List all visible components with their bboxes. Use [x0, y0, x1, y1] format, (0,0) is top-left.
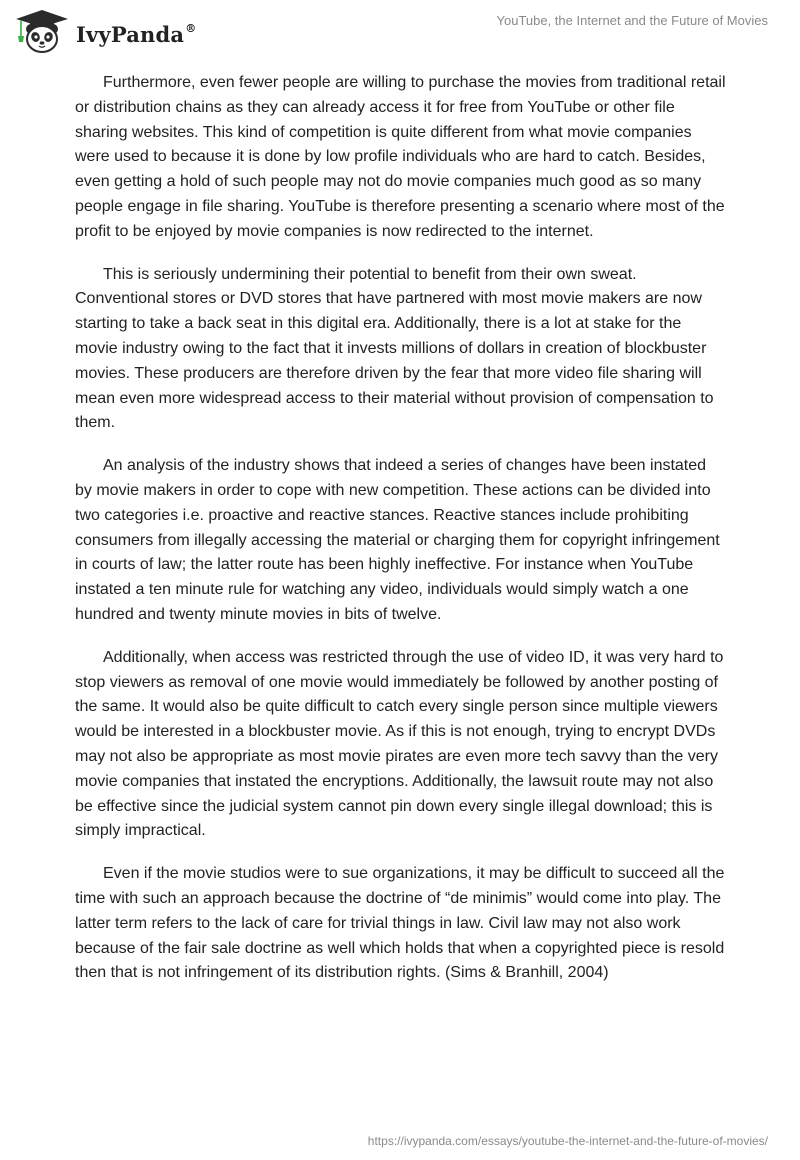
paragraph: Even if the movie studios were to sue organizations, it may be difficult to succeed all the time with such an approach because the doctrine of “de minimis” would come into play. The latter term refers to the lack of care for trivial things in law. Civil law may not also work because of the fair sale doctrine as well which holds that when a copyrighted piece is resold then that is not infringement of its distribution rights. (Sims & Branhill, 2004) — [75, 865, 725, 982]
page-header — [0, 0, 800, 60]
source-url[interactable]: https://ivypanda.com/essays/youtube-the-internet-and-the-future-of-movies/ — [367, 1134, 768, 1148]
ivypanda-logo[interactable] — [12, 8, 196, 54]
document-title: YouTube, the Internet and the Future of Movies — [496, 13, 768, 28]
panda-graduation-cap-icon — [12, 8, 72, 54]
paragraph: Additionally, when access was restricted through the use of video ID, it was very hard to stop viewers as removal of one movie would immediately be followed by another posting of the same. It would also be quite difficult to catch every single person since multiple viewers would be interested in a blockbuster movie. As if this is not enough, trying to encrypt DVDs may not also be appropriate as most movie pirates are even more tech savvy than the very movie companies that instated the encryptions. Additionally, the lawsuit route may not also be effective since the judicial system cannot pin down every single illegal download; this is simply impractical. — [75, 648, 724, 840]
brand-name: IvyPanda® — [76, 21, 197, 47]
essay-body — [75, 71, 727, 1004]
paragraph: This is seriously undermining their potential to benefit from their own sweat. Conventional stores or DVD stores that have partnered with most movie makers are now starting to take a back seat in this digital era. Additionally, there is a lot at stake for the movie industry owing to the fact that it invests millions of dollars in creation of blockbuster movies. These producers are therefore driven by the fear that more video file sharing will mean even more widespread access to their material without provision of compensation to them. — [75, 265, 714, 432]
paragraph: Furthermore, even fewer people are willing to purchase the movies from traditional retail or distribution chains as they can already access it for free from YouTube or other file sharing websites. This kind of competition is quite different from what movie companies were used to because it is done by low profile individuals who are hard to catch. Besides, even getting a hold of such people may not do movie companies much good as so many people engage in file sharing. YouTube is therefore presenting a scenario where most of the profit to be enjoyed by movie companies is now redirected to the internet. — [75, 74, 726, 240]
paragraph: An analysis of the industry shows that indeed a series of changes have been instated by movie makers in order to cope with new competition. These actions can be divided into two categories i.e. proactive and reactive stances. Reactive stances include prohibiting consumers from illegally accessing the material or charging them for copyright infringement in courts of law; the latter route has been highly ineffective. For instance when YouTube instated a ten minute rule for watching any video, individuals would simply watch a one hundred and twenty minute movies in bits of twelve. — [75, 457, 720, 623]
registered-mark: ® — [185, 21, 197, 35]
